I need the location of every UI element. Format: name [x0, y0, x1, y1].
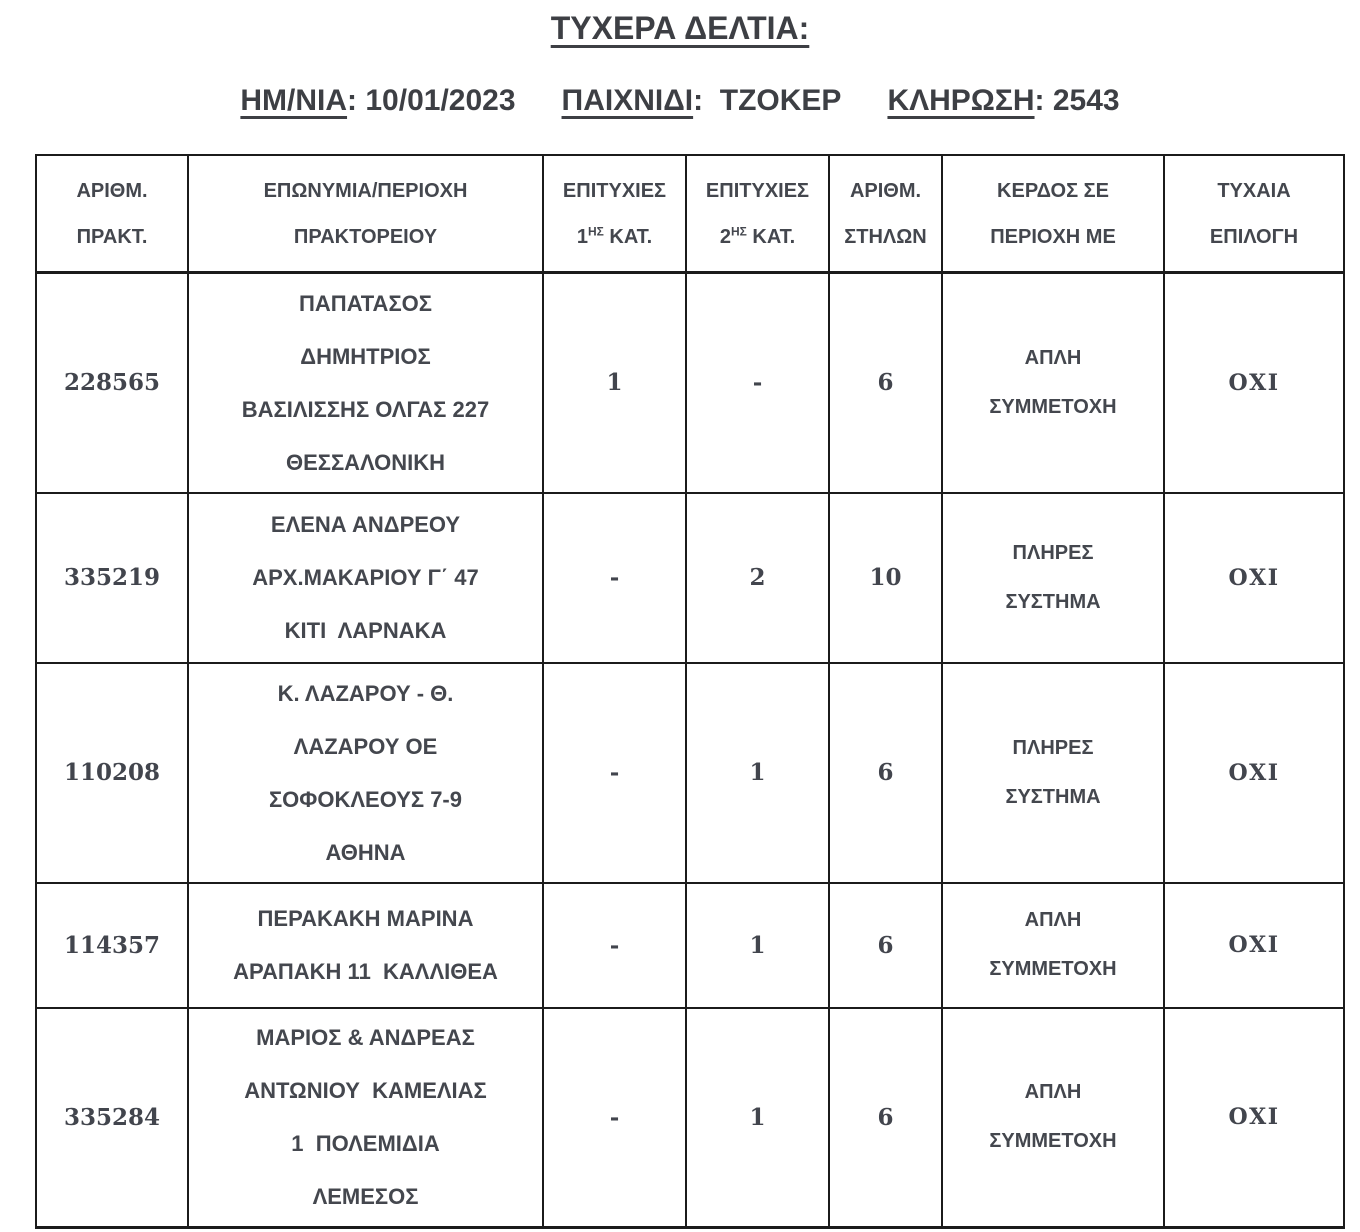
header-line: ΕΠΙΤΥΧΙΕΣ: [562, 179, 667, 202]
column-header-random-pick: [1164, 155, 1344, 273]
header-line: ΚΕΡΔΟΣ ΣΕ: [997, 179, 1109, 202]
draw-label: ΚΛΗΡΩΣΗ: [887, 84, 1035, 117]
header-line: ΕΠΙΛΟΓΗ: [1209, 225, 1299, 248]
cell-line: ΠΑΠΑΤΑΣΟΣ: [299, 290, 432, 316]
prize-type-cell: [942, 1008, 1164, 1228]
cell-line: 1 ΠΟΛΕΜΙΔΙΑ: [291, 1131, 440, 1157]
header-line: ΕΠΩΝΥΜΙΑ/ΠΕΡΙΟΧΗ: [263, 179, 468, 202]
agency-number-cell: 110208: [36, 663, 188, 883]
prize-type-cell: [942, 493, 1164, 663]
cell-line: ΣΥΜΜΕΤΟΧΗ: [989, 958, 1117, 980]
cell-line: ΚΙΤΙ ΛΑΡΝΑΚΑ: [284, 618, 447, 643]
header-line: ΠΡΑΚΤΟΡΕΙΟΥ: [293, 225, 438, 248]
cat2-wins-cell: 2: [686, 493, 829, 663]
column-header-columns-count: [829, 155, 942, 273]
header-line: ΕΠΙΤΥΧΙΕΣ: [705, 179, 810, 202]
cat2-wins-cell: -: [686, 273, 829, 493]
date-value: : 10/01/2023: [347, 84, 516, 117]
column-header-cat2-wins: [686, 155, 829, 273]
random-pick-cell: ΟΧΙ: [1164, 883, 1344, 1008]
header-line: ΤΥΧΑΙΑ: [1217, 179, 1291, 202]
date-label: ΗΜ/ΝΙΑ: [240, 84, 348, 117]
cell-line: ΑΡΑΠΑΚΗ 11 ΚΑΛΛΙΘΕΑ: [233, 959, 498, 984]
cell-line: ΛΑΖΑΡΟΥ ΟΕ: [293, 733, 438, 759]
cat1-wins-cell: -: [543, 1008, 686, 1228]
agency-name-cell: [188, 273, 543, 493]
cell-line: ΕΛΕΝΑ ΑΝΔΡΕΟΥ: [270, 512, 461, 537]
draw-info-line: [0, 82, 1360, 120]
column-header-agency-name: [188, 155, 543, 273]
page-title: [0, 8, 1360, 48]
agency-number-cell: 228565: [36, 273, 188, 493]
agency-number-cell: 335219: [36, 493, 188, 663]
random-pick-cell: ΟΧΙ: [1164, 273, 1344, 493]
header-row: [36, 155, 1344, 273]
cell-line: ΣΥΜΜΕΤΟΧΗ: [989, 1130, 1117, 1153]
random-pick-cell: ΟΧΙ: [1164, 663, 1344, 883]
table-row: [36, 883, 1344, 1008]
lucky-tickets-table: [35, 154, 1345, 1229]
columns-count-cell: 6: [829, 1008, 942, 1228]
agency-name-cell: [188, 1008, 543, 1228]
agency-number-cell: 114357: [36, 883, 188, 1008]
header-line: ΠΕΡΙΟΧΗ ΜΕ: [990, 225, 1116, 248]
cat2-wins-cell: 1: [686, 883, 829, 1008]
cell-line: ΑΠΛΗ: [1024, 1081, 1082, 1104]
columns-count-cell: 6: [829, 883, 942, 1008]
cell-line: ΘΕΣΣΑΛΟΝΙΚΗ: [285, 449, 446, 475]
cell-line: ΔΗΜΗΤΡΙΟΣ: [300, 343, 431, 369]
cell-line: ΠΕΡΑΚΑΚΗ ΜΑΡΙΝΑ: [257, 906, 474, 931]
draw-value: : 2543: [1034, 84, 1120, 117]
columns-count-cell: 6: [829, 663, 942, 883]
cat1-wins-cell: -: [543, 663, 686, 883]
header-line: ΠΡΑΚΤ.: [76, 225, 148, 248]
column-header-agency-number: [36, 155, 188, 273]
agency-number-cell: 335284: [36, 1008, 188, 1228]
game-value: : ΤΖΟΚΕΡ: [693, 84, 842, 117]
cell-line: ΣΥΣΤΗΜΑ: [1005, 785, 1101, 808]
cat1-wins-cell: -: [543, 493, 686, 663]
columns-count-cell: 6: [829, 273, 942, 493]
prize-type-cell: [942, 273, 1164, 493]
cat1-wins-cell: -: [543, 883, 686, 1008]
table-row: [36, 493, 1344, 663]
header-line: $1^{H\Sigma}$ ΚΑΤ.: [576, 223, 653, 248]
cell-line: ΣΥΣΤΗΜΑ: [1005, 590, 1101, 613]
date-field: [240, 84, 515, 117]
page-title-text: ΤΥΧΕΡΑ ΔΕΛΤΙΑ:: [550, 10, 810, 46]
agency-name-cell: [188, 663, 543, 883]
prize-type-cell: [942, 883, 1164, 1008]
cell-line: ΣΥΜΜΕΤΟΧΗ: [989, 395, 1117, 418]
agency-name-cell: [188, 493, 543, 663]
columns-count-cell: 10: [829, 493, 942, 663]
cell-line: ΑΡΧ.ΜΑΚΑΡΙΟΥ Γ΄ 47: [252, 565, 479, 590]
header-line: ΑΡΙΘΜ.: [849, 179, 922, 202]
agency-name-cell: [188, 883, 543, 1008]
column-header-cat1-wins: [543, 155, 686, 273]
cell-line: Κ. ΛΑΖΑΡΟΥ - Θ.: [277, 680, 454, 706]
cell-line: ΠΛΗΡΕΣ: [1012, 541, 1094, 564]
random-pick-cell: ΟΧΙ: [1164, 1008, 1344, 1228]
cat2-wins-cell: 1: [686, 663, 829, 883]
game-field: [562, 84, 842, 117]
cell-line: ΠΛΗΡΕΣ: [1012, 736, 1094, 759]
table-header: [36, 155, 1344, 273]
cell-line: ΑΠΛΗ: [1024, 909, 1082, 931]
cell-line: ΣΟΦΟΚΛΕΟΥΣ 7-9: [268, 786, 462, 812]
header-line: ΑΡΙΘΜ.: [76, 179, 148, 202]
draw-field: [887, 84, 1119, 117]
cat2-wins-cell: 1: [686, 1008, 829, 1228]
game-label: ΠΑΙΧΝΙΔΙ: [561, 84, 694, 117]
table-row: [36, 663, 1344, 883]
cell-line: ΑΠΛΗ: [1024, 346, 1082, 369]
header-line: ΣΤΗΛΩΝ: [844, 225, 927, 248]
cell-line: ΑΘΗΝΑ: [325, 839, 406, 865]
cell-line: ΜΑΡΙΟΣ & ΑΝΔΡΕΑΣ: [256, 1025, 475, 1051]
cat1-wins-cell: 1: [543, 273, 686, 493]
cell-line: ΑΝΤΩΝΙΟΥ ΚΑΜΕΛΙΑΣ: [244, 1078, 487, 1104]
header-line: $2^{H\Sigma}$ ΚΑΤ.: [719, 223, 796, 248]
prize-type-cell: [942, 663, 1164, 883]
table-body: [36, 273, 1344, 1228]
cell-line: ΒΑΣΙΛΙΣΣΗΣ ΟΛΓΑΣ 227: [241, 396, 490, 422]
column-header-prize-type: [942, 155, 1164, 273]
random-pick-cell: ΟΧΙ: [1164, 493, 1344, 663]
table-row: [36, 273, 1344, 493]
table-row: [36, 1008, 1344, 1228]
cell-line: ΛΕΜΕΣΟΣ: [312, 1184, 419, 1210]
